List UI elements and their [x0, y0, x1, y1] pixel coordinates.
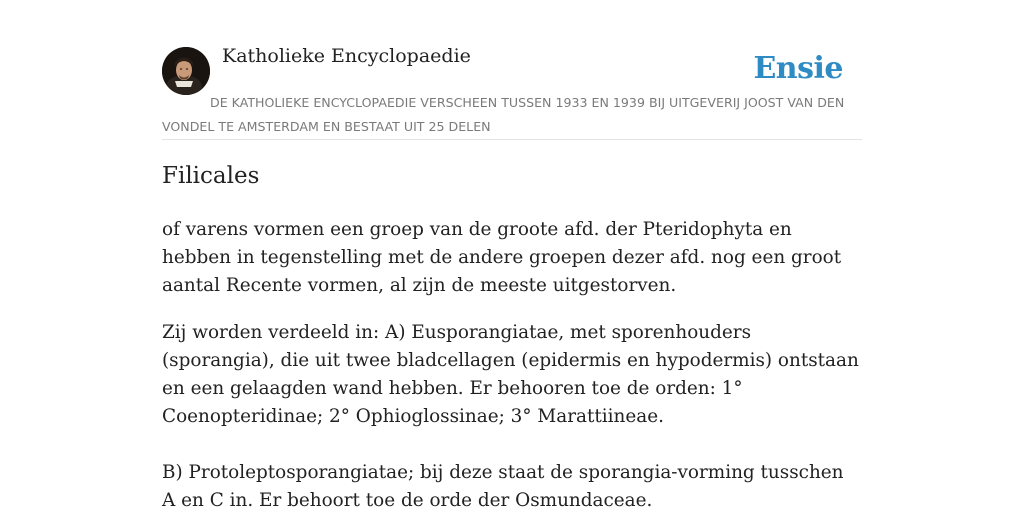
article-paragraph: of varens vormen een groep van de groote afd. der Pteridophyta en hebben in tegenstelling met de andere groepen dezer afd. nog een groot aantal Recente vormen, al zijn de meeste uitgestorven. [162, 219, 842, 296]
portrait-icon [162, 47, 210, 95]
site-header [162, 0, 862, 140]
brand-logo-link[interactable]: Ensie [753, 51, 843, 86]
avatar[interactable] [162, 47, 210, 95]
article-paragraph: Zij worden verdeeld in: A) Eusporangiatae, met sporenhouders (sporangia), die uit twee bladcellagen (epidermis en hypodermis) ontstaan en een gelaagden wand hebben. Er behooren toe de orden: 1° Coenopteridinae; 2° Ophioglossinae; 3° Marattiineae. [162, 322, 859, 427]
site-description: DE KATHOLIEKE ENCYCLOPAEDIE VERSCHEEN TUSSEN 1933 EN 1939 BIJ UITGEVERIJ JOOST VAN DEN VONDEL TE AMSTERDAM EN BESTAAT UIT 25 DELEN [162, 95, 845, 134]
site-title[interactable]: Katholieke Encyclopaedie [222, 45, 471, 67]
article-paragraph: B) Protoleptosporangiatae; bij deze staat de sporangia-vorming tusschen A en C in. Er behoort toe de orde der Osmundaceae. [162, 462, 844, 511]
article-title: Filicales [162, 163, 260, 189]
content-column [162, 0, 862, 511]
